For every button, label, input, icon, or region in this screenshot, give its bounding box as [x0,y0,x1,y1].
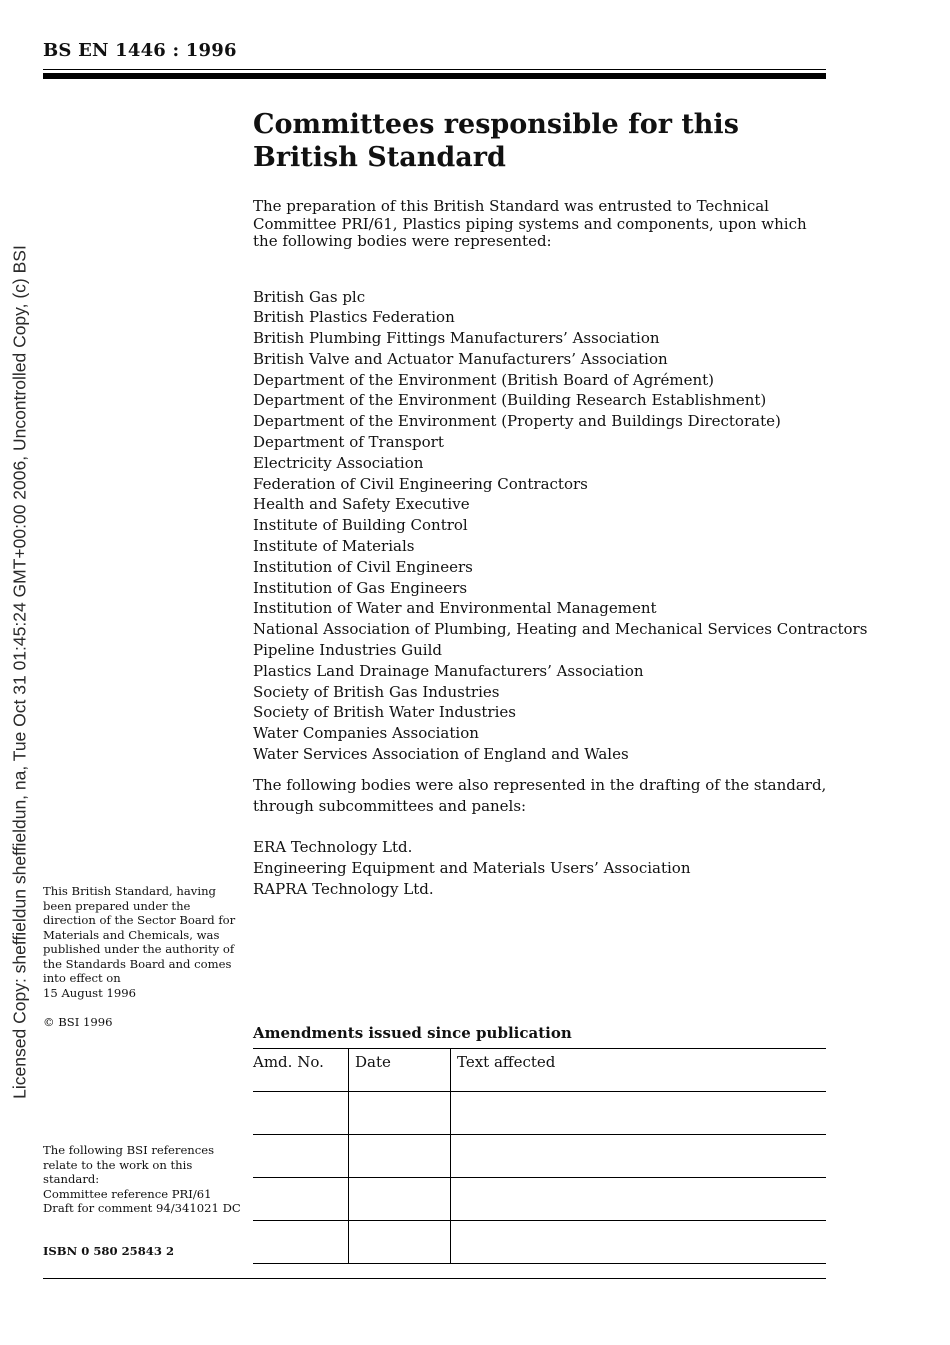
bsi-references-line: Draft for comment 94/341021 DC [43,1201,241,1215]
header-thin-rule [43,69,826,70]
footer-rule [43,1278,826,1279]
publication-note-line: published under the authority of [43,942,235,956]
table-row [253,1092,826,1135]
table-cell [349,1178,451,1221]
table-row [253,1178,826,1221]
list-item: Electricity Association [253,453,424,472]
table-cell [349,1135,451,1178]
table-cell [451,1092,827,1135]
subcommittee-bodies-list [253,837,828,900]
publication-note-line: This British Standard, having [43,884,216,898]
table-cell [349,1221,451,1264]
column-header-date: Date [349,1049,451,1092]
list-item: Pipeline Industries Guild [253,641,442,660]
list-item: Department of the Environment (Building Research Establishment) [253,391,767,410]
list-item: Department of the Environment (British Board of Agrément) [253,370,714,389]
amendments-heading: Amendments issued since publication [253,1024,572,1042]
isbn-number: ISBN 0 580 25843 2 [43,1244,175,1258]
table-row [253,1135,826,1178]
list-item: Plastics Land Drainage Manufacturers’ Association [253,661,644,680]
list-item: Federation of Civil Engineering Contractors [253,474,588,493]
bsi-references [43,1143,243,1216]
table-cell [451,1135,827,1178]
table-cell [349,1092,451,1135]
list-item: National Association of Plumbing, Heating and Mechanical Services Contractors [253,620,868,639]
list-item: RAPRA Technology Ltd. [253,879,434,898]
list-item: Department of the Environment (Property and Buildings Directorate) [253,412,781,431]
list-item: British Plastics Federation [253,308,455,327]
publication-note-line: been prepared under the [43,898,191,913]
bsi-references-line: The following BSI references [43,1143,215,1157]
table-cell [451,1178,827,1221]
bsi-references-line: standard: [43,1172,100,1186]
list-item: Engineering Equipment and Materials Users’ Association [253,858,691,877]
page-title-line-2: British Standard [253,142,506,173]
list-item: British Plumbing Fittings Manufacturers’ Association [253,329,660,348]
table-cell [451,1221,827,1264]
main-content [253,108,868,900]
table-row [253,1221,826,1264]
list-item: British Gas plc [253,287,366,306]
list-item: Society of British Water Industries [253,703,516,722]
publication-note-line: 15 August 1996 [43,985,136,1000]
column-header-amd-no: Amd. No. [253,1049,349,1092]
list-item: Institution of Water and Environmental Management [253,599,657,618]
list-item: Institute of Building Control [253,516,468,535]
document-identifier: BS EN 1446 : 1996 [43,40,237,61]
subcommittee-paragraph: The following bodies were also represented in the drafting of the standard, through subcommittees and panels: [253,775,827,815]
table-header-row [253,1049,826,1092]
table-cell [253,1092,349,1135]
publication-note-line: direction of the Sector Board for [43,913,236,927]
header-thick-rule [43,73,826,79]
amendments-table [253,1048,826,1264]
list-item: Society of British Gas Industries [253,682,500,701]
page-title [253,108,753,174]
page-title-line-1: Committees responsible for this [253,109,739,140]
list-item: Institution of Gas Engineers [253,578,468,597]
table-cell [253,1135,349,1178]
table-cell [253,1178,349,1221]
publication-note-line: into effect on [43,971,121,985]
bsi-references-line: relate to the work on this [43,1157,193,1172]
list-item: Water Services Association of England and Wales [253,745,629,764]
bsi-references-line: Committee reference PRI/61 [43,1186,212,1201]
list-item: Water Companies Association [253,724,479,743]
list-item: Health and Safety Executive [253,495,470,514]
publication-note-line: Materials and Chemicals, was [43,927,220,942]
column-header-text-affected: Text affected [451,1049,827,1092]
publication-note [43,884,243,1000]
list-item: British Valve and Actuator Manufacturers’ Association [253,349,668,368]
publication-note-line: the Standards Board and comes [43,956,232,971]
intro-paragraph: The preparation of this British Standard was entrusted to Technical Committee PRI/61, Plastics piping systems and components, upon which the following bodies were represented: [253,197,807,250]
list-item: Department of Transport [253,433,444,452]
list-item: Institute of Materials [253,537,415,556]
list-item: Institution of Civil Engineers [253,557,473,576]
license-stamp-text: Licensed Copy: sheffieldun sheffieldun, na, Tue Oct 31 01:45:24 GMT+00:00 2006, Uncontrolled Copy, (c) BSI [9,245,30,1099]
table-cell [253,1221,349,1264]
copyright-notice: © BSI 1996 [43,1015,113,1029]
committee-bodies-list [253,287,868,765]
list-item: ERA Technology Ltd. [253,837,413,856]
